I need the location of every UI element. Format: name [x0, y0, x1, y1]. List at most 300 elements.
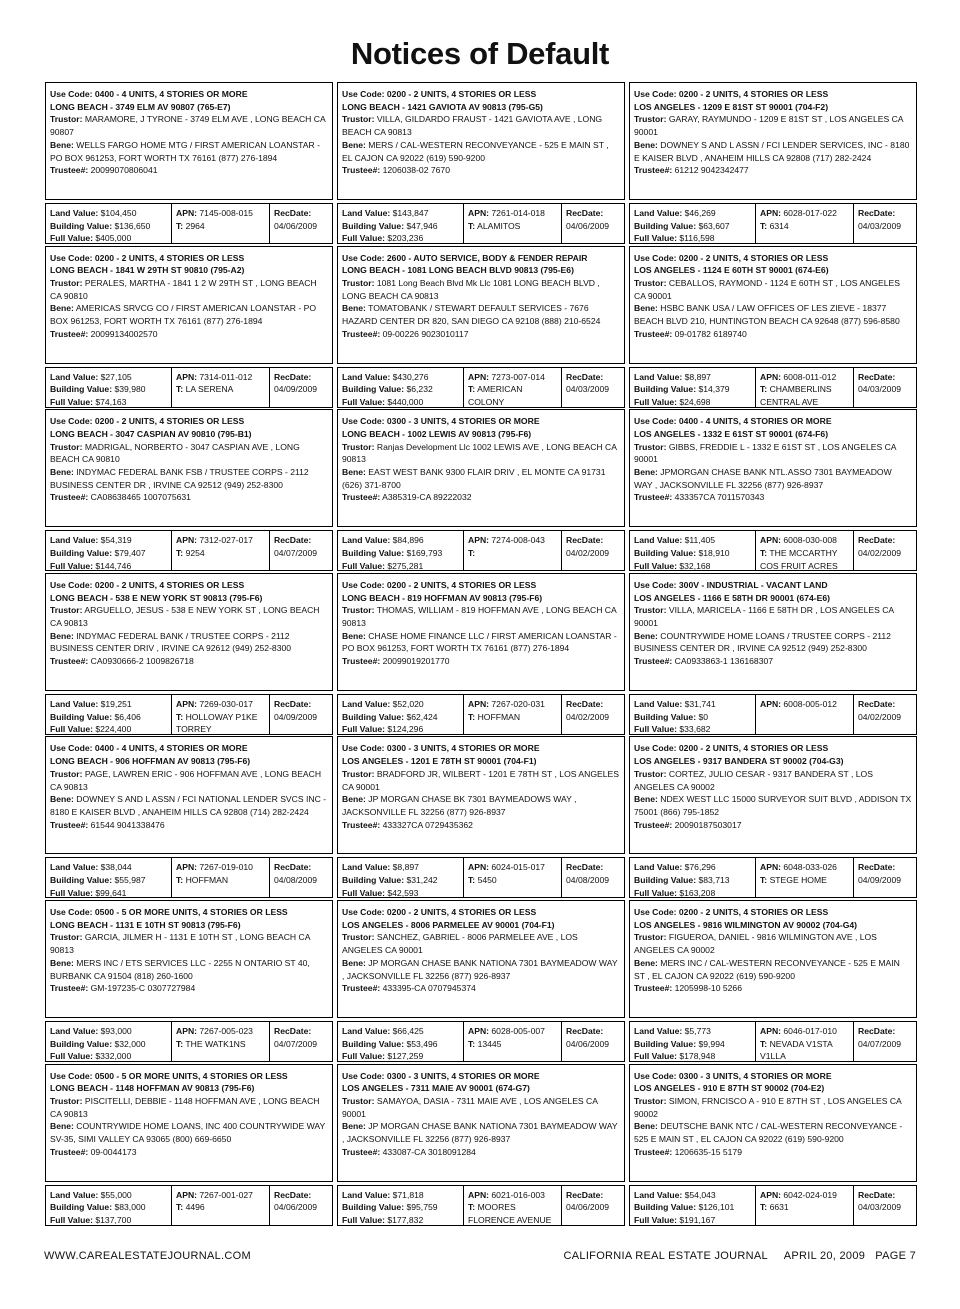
property-address: LONG BEACH - 906 HOFFMAN AV 90813 (795-F6): [50, 756, 251, 767]
beneficiary-label: Bene:: [634, 139, 658, 150]
tract-line: [468, 220, 558, 233]
trustor-line: [634, 113, 912, 138]
trustee-number-line: [50, 655, 328, 668]
use-code: Use Code: 0200 - 2 UNITS, 4 STORIES OR LESS: [50, 252, 245, 263]
use-code: Use Code: 0400 - 4 UNITS, 4 STORIES OR MORE: [50, 743, 248, 754]
trustor-line: [342, 604, 620, 629]
building-value-label: Building Value:: [50, 547, 113, 558]
valuation-row: [629, 203, 917, 244]
apn-label: APN:: [176, 1189, 198, 1200]
building-value-label: Building Value:: [50, 220, 113, 231]
trustor-value: GIBBS, FREDDIE L - 1332 E 61ST ST , LOS ANGELES CA 90001: [634, 441, 897, 465]
valuation-row: [337, 1021, 625, 1062]
building-value-line: [634, 711, 752, 724]
beneficiary-value: DOWNEY S AND L ASSN / FCI NATIONAL LENDER SVCS INC - 8180 E KAISER BLVD , ANAHEIM HILLS CA 92808 (714) 282-2424: [50, 794, 327, 817]
full-value-line: [634, 887, 752, 900]
full-value-value: $203,236: [387, 233, 424, 244]
building-value-line: [342, 383, 460, 396]
recdate-value: 04/07/2009: [858, 1038, 902, 1049]
beneficiary-line: [50, 957, 328, 982]
valuation-row: [337, 694, 625, 735]
beneficiary-label: Bene:: [50, 630, 74, 641]
full-value-line: [50, 887, 168, 900]
use-code: Use Code: 0400 - 4 UNITS, 4 STORIES OR MORE: [50, 89, 248, 99]
land-value-label: Land Value:: [50, 535, 99, 546]
building-value-value: $55,987: [114, 875, 146, 886]
trustor-value: THOMAS, WILLIAM - 819 HOFFMAN AVE , LONG BEACH CA 90813: [342, 605, 617, 628]
full-value-value: $440,000: [387, 397, 424, 407]
apn-line: [468, 371, 558, 384]
building-value-value: $53,496: [406, 1038, 438, 1049]
apn-value: 6008-030-008: [783, 535, 837, 546]
beneficiary-value: NDEX WEST LLC 15000 SURVEYOR SUIT BLVD , ADDISON TX 75001 (866) 795-1852: [634, 794, 912, 817]
building-value-label: Building Value:: [342, 1038, 405, 1049]
land-value-line: [50, 207, 168, 220]
full-value-value: $275,281: [387, 560, 424, 571]
trustor-value: PERALES, MARTHA - 1841 1 2 W 29TH ST , LONG BEACH CA 90810: [50, 278, 317, 301]
property-address: LONG BEACH - 1841 W 29TH ST 90810 (795-A2): [50, 265, 245, 276]
trustor-label: Trustor:: [634, 114, 667, 125]
full-value-label: Full Value:: [634, 1051, 677, 1062]
beneficiary-value: EAST WEST BANK 9300 FLAIR DRIV , EL MONTE CA 91731 (626) 371-8700: [342, 467, 606, 490]
tract-line: [176, 383, 266, 396]
record-date: [561, 695, 624, 734]
trustor-line: [342, 768, 620, 793]
tract-label: T:: [176, 1038, 184, 1049]
trustor-line: [342, 1095, 620, 1120]
recdate-label: RecDate:: [566, 1189, 604, 1200]
trustor-label: Trustor:: [50, 441, 83, 452]
valuation-values: [46, 695, 171, 734]
apn-value: 6024-015-017: [491, 862, 545, 873]
valuation-row: [629, 694, 917, 735]
record-date: [561, 858, 624, 897]
valuation-values: [338, 531, 463, 570]
tract-value: STEGE HOME: [769, 875, 827, 886]
trustor-line: [634, 441, 912, 466]
valuation-row: [337, 1185, 625, 1226]
building-value-label: Building Value:: [342, 1202, 405, 1213]
recdate-value: 04/02/2009: [858, 711, 902, 722]
use-code: Use Code: 0300 - 3 UNITS, 4 STORIES OR MORE: [634, 1070, 832, 1081]
property-address: LOS ANGELES - 910 E 87TH ST 90002 (704-E2): [634, 1083, 825, 1094]
land-value-line: [50, 1025, 168, 1038]
use-code: Use Code: 0300 - 3 UNITS, 4 STORIES OR MORE: [342, 1070, 540, 1081]
building-value-label: Building Value:: [50, 1038, 113, 1049]
footer-publication: [564, 1250, 916, 1262]
recdate-label: RecDate:: [858, 371, 896, 382]
tract-line: [760, 383, 850, 408]
apn-line: [760, 698, 850, 711]
apn-line: [468, 1025, 558, 1038]
notice-entry: [337, 736, 625, 854]
building-value-line: [634, 220, 752, 233]
tract-label: T:: [760, 1202, 768, 1213]
full-value-label: Full Value:: [634, 397, 677, 407]
trustee-number-label: Trustee#:: [50, 983, 89, 994]
land-value-value: $46,269: [684, 208, 716, 218]
trustee-number-label: Trustee#:: [50, 1146, 89, 1157]
recdate-label: RecDate:: [566, 208, 604, 218]
beneficiary-value: MERS INC / CAL-WESTERN RECONVEYANCE - 525 E MAIN ST , EL CAJON CA 92022 (619) 590-9200: [634, 957, 900, 981]
full-value-label: Full Value:: [634, 1215, 677, 1225]
beneficiary-value: JPMORGAN CHASE BANK NTL.ASSO 7301 BAYMEADOW WAY , JACKSONVILLE FL 32256 (877) 926-8937: [634, 467, 892, 490]
land-value-label: Land Value:: [342, 208, 391, 218]
land-value-line: [342, 1025, 460, 1038]
trustee-number-label: Trustee#:: [342, 165, 381, 176]
full-value-value: $332,000: [95, 1051, 132, 1062]
apn-label: APN:: [468, 535, 490, 546]
full-value-value: $191,167: [679, 1215, 716, 1225]
trustee-number-label: Trustee#:: [634, 1146, 673, 1157]
beneficiary-value: INDYMAC FEDERAL BANK / TRUSTEE CORPS - 2112 BUSINESS CENTER DRIV , IRVINE CA 92612 (949) 252-8300: [50, 630, 292, 654]
valuation-values: [46, 531, 171, 570]
trustor-line: [50, 1095, 328, 1120]
notice-entry: [337, 409, 625, 527]
record-date: [853, 1022, 916, 1061]
parcel-info: [755, 1186, 853, 1225]
recdate-label: RecDate:: [274, 208, 312, 218]
apn-label: APN:: [176, 371, 198, 382]
full-value-label: Full Value:: [50, 397, 93, 407]
apn-line: [760, 371, 850, 384]
beneficiary-label: Bene:: [342, 467, 366, 477]
recdate-value: 04/03/2009: [566, 384, 610, 395]
tract-line: [468, 711, 558, 724]
trustee-number-label: Trustee#:: [342, 819, 381, 830]
record-date: [853, 858, 916, 897]
apn-label: APN:: [760, 208, 782, 218]
building-value-label: Building Value:: [342, 547, 405, 558]
beneficiary-value: HSBC BANK USA / LAW OFFICES OF LES ZIEVE - 18377 BEACH BLVD 210, HUNTINGTON BEACH CA 92648 (877) 596-8580: [634, 303, 900, 327]
building-value-value: $18,910: [698, 547, 730, 558]
tract-value: HOLLOWAY P1KE TORREY: [176, 711, 258, 735]
footer-date: APRIL 20, 2009: [783, 1250, 866, 1262]
full-value-line: [50, 232, 168, 245]
tract-label: T:: [468, 384, 476, 395]
tract-value: HOFFMAN: [185, 875, 229, 886]
recdate-label: RecDate:: [274, 862, 312, 873]
trustee-number-value: 433087-CA 3018091284: [382, 1146, 476, 1157]
beneficiary-value: INDYMAC FEDERAL BANK FSB / TRUSTEE CORPS - 2112 BUSINESS CENTER DR , IRVINE CA 92512 (949) 252-8300: [50, 467, 309, 490]
apn-label: APN:: [468, 1189, 490, 1200]
trustee-number-label: Trustee#:: [634, 328, 673, 339]
building-value-value: $39,980: [114, 384, 146, 395]
beneficiary-value: MERS INC / ETS SERVICES LLC - 2255 N ONTARIO ST 40, BURBANK CA 91504 (818) 260-1600: [50, 957, 310, 981]
tract-label: T:: [176, 547, 184, 558]
trustor-line: [50, 277, 328, 302]
apn-value: 7273-007-014: [491, 371, 545, 382]
beneficiary-label: Bene:: [634, 957, 658, 968]
land-value-line: [342, 371, 460, 384]
trustor-line: [634, 604, 912, 629]
trustee-number-label: Trustee#:: [634, 165, 673, 176]
valuation-row: [629, 857, 917, 898]
trustee-number-value: 20099070806041: [90, 165, 158, 176]
valuation-values: [338, 858, 463, 897]
trustee-number-value: CA0930666-2 1009826718: [90, 656, 194, 667]
recdate-value: 04/06/2009: [274, 1202, 318, 1213]
building-value-label: Building Value:: [342, 220, 405, 231]
beneficiary-label: Bene:: [342, 794, 366, 805]
trustee-number-label: Trustee#:: [342, 983, 381, 994]
beneficiary-value: WELLS FARGO HOME MTG / FIRST AMERICAN LOANSTAR - PO BOX 961253, FORT WORTH TX 76161 (877) 276-1894: [50, 139, 320, 163]
beneficiary-label: Bene:: [342, 1121, 366, 1132]
valuation-values: [338, 695, 463, 734]
land-value-value: $11,405: [684, 535, 716, 546]
parcel-info: [171, 204, 269, 243]
trustor-value: VILLA, MARICELA - 1166 E 58TH DR , LOS ANGELES CA 90001: [634, 605, 894, 628]
trustee-number-label: Trustee#:: [50, 819, 89, 830]
trustor-label: Trustor:: [342, 114, 375, 125]
full-value-label: Full Value:: [342, 397, 385, 407]
valuation-values: [46, 1022, 171, 1061]
tract-label: T:: [760, 384, 768, 395]
full-value-value: $137,700: [95, 1215, 132, 1225]
recdate-value: 04/07/2009: [274, 1038, 318, 1049]
recdate-value: 04/06/2009: [566, 1202, 610, 1213]
trustor-line: [342, 113, 620, 138]
tract-value: 9254: [185, 547, 205, 558]
tract-line: [176, 220, 266, 233]
footer-website: WWW.CAREALESTATEJOURNAL.COM: [44, 1250, 251, 1262]
building-value-label: Building Value:: [342, 711, 405, 722]
full-value-label: Full Value:: [634, 887, 677, 898]
tract-value: CHAMBERLINS CENTRAL AVE: [760, 384, 832, 407]
full-value-line: [634, 723, 752, 736]
building-value-line: [50, 547, 168, 560]
recdate-value: 04/06/2009: [566, 220, 610, 231]
land-value-line: [342, 1189, 460, 1202]
tract-label: T:: [468, 1202, 476, 1213]
record-date: [269, 368, 332, 407]
trustor-value: BRADFORD JR, WILBERT - 1201 E 78TH ST , LOS ANGELES CA 90001: [342, 768, 619, 792]
beneficiary-label: Bene:: [50, 1121, 74, 1132]
beneficiary-label: Bene:: [342, 957, 366, 968]
property-address: LONG BEACH - 819 HOFFMAN AV 90813 (795-F6): [342, 592, 543, 603]
trustor-value: SANCHEZ, GABRIEL - 8006 PARMELEE AVE , LOS ANGELES CA 90001: [342, 932, 578, 956]
full-value-line: [634, 1214, 752, 1227]
building-value-label: Building Value:: [634, 220, 697, 231]
full-value-value: $127,259: [387, 1051, 424, 1062]
trustee-number-line: [342, 328, 620, 341]
land-value-line: [634, 1025, 752, 1038]
land-value-line: [634, 1189, 752, 1202]
trustor-label: Trustor:: [342, 768, 375, 779]
full-value-label: Full Value:: [342, 887, 385, 898]
trustor-value: GARAY, RAYMUNDO - 1209 E 81ST ST , LOS ANGELES CA 90001: [634, 114, 904, 138]
building-value-label: Building Value:: [634, 1038, 697, 1049]
full-value-line: [342, 396, 460, 409]
building-value-label: Building Value:: [342, 384, 405, 395]
tract-line: [468, 874, 558, 887]
trustee-number-value: 20099134002570: [90, 328, 158, 339]
valuation-row: [45, 530, 333, 571]
apn-line: [176, 1025, 266, 1038]
land-value-line: [634, 207, 752, 220]
building-value-label: Building Value:: [634, 1202, 697, 1213]
building-value-value: $0: [698, 711, 709, 722]
land-value-value: $54,043: [684, 1189, 716, 1200]
tract-label: T:: [760, 1038, 768, 1049]
land-value-label: Land Value:: [342, 698, 391, 709]
valuation-row: [45, 1185, 333, 1226]
trustee-number-line: [634, 328, 912, 341]
trustee-number-line: [50, 1146, 328, 1159]
land-value-label: Land Value:: [50, 862, 99, 873]
beneficiary-line: [634, 1120, 912, 1145]
tract-line: [176, 711, 266, 736]
trustee-number-line: [342, 164, 620, 177]
trustor-value: ARGUELLO, JESUS - 538 E NEW YORK ST , LONG BEACH CA 90813: [50, 605, 320, 628]
property-address: LOS ANGELES - 9317 BANDERA ST 90002 (704-G3): [634, 756, 844, 767]
trustee-number-label: Trustee#:: [342, 1146, 381, 1157]
valuation-row: [45, 857, 333, 898]
full-value-line: [634, 232, 752, 245]
land-value-label: Land Value:: [342, 535, 391, 546]
tract-line: [760, 1201, 850, 1214]
full-value-line: [634, 560, 752, 573]
land-value-line: [634, 861, 752, 874]
beneficiary-line: [342, 793, 620, 818]
tract-line: [760, 874, 850, 887]
use-code: Use Code: 0200 - 2 UNITS, 4 STORIES OR LESS: [342, 907, 537, 917]
notice-entry: [45, 82, 333, 200]
valuation-values: [630, 531, 755, 570]
recdate-value: 04/03/2009: [858, 1202, 902, 1213]
trustee-number-value: A385319-CA 89222032: [382, 492, 472, 503]
apn-line: [468, 698, 558, 711]
full-value-line: [50, 396, 168, 409]
beneficiary-label: Bene:: [342, 303, 366, 314]
trustor-label: Trustor:: [634, 278, 667, 288]
beneficiary-label: Bene:: [50, 139, 74, 150]
trustee-number-value: 20099019201770: [382, 656, 450, 667]
building-value-label: Building Value:: [634, 711, 697, 722]
record-date: [561, 368, 624, 407]
property-address: LONG BEACH - 1421 GAVIOTA AV 90813 (795-G5): [342, 101, 543, 112]
tract-value: 4496: [185, 1202, 205, 1213]
trustee-number-line: [342, 819, 620, 832]
recdate-label: RecDate:: [858, 862, 896, 873]
tract-value: ALAMITOS: [477, 220, 521, 231]
land-value-label: Land Value:: [50, 1026, 99, 1036]
trustor-value: SAMAYOA, DASIA - 7311 MAIE AVE , LOS ANGELES CA 90001: [342, 1096, 598, 1119]
property-address: LONG BEACH - 3047 CASPIAN AV 90810 (795-B1): [50, 428, 252, 439]
record-date: [269, 531, 332, 570]
valuation-values: [630, 1186, 755, 1225]
full-value-label: Full Value:: [634, 560, 677, 571]
record-date: [853, 531, 916, 570]
property-address: LONG BEACH - 3749 ELM AV 90807 (765-E7): [50, 101, 231, 112]
trustor-value: Ranjas Development Llc 1002 LEWIS AVE , LONG BEACH CA 90813: [342, 441, 617, 465]
tract-value: LA SERENA: [185, 384, 234, 395]
trustor-line: [50, 931, 328, 956]
building-value-line: [50, 711, 168, 724]
valuation-row: [337, 857, 625, 898]
apn-value: 7261-014-018: [491, 208, 545, 218]
tract-value: MOORES FLORENCE AVENUE: [468, 1202, 552, 1225]
use-code: Use Code: 0200 - 2 UNITS, 4 STORIES OR LESS: [634, 89, 829, 99]
notice-entry: [45, 409, 333, 527]
recdate-label: RecDate:: [858, 208, 896, 218]
apn-label: APN:: [176, 535, 198, 546]
recdate-value: 04/02/2009: [566, 711, 610, 722]
trustor-label: Trustor:: [634, 605, 667, 616]
tract-value: AMERICAN COLONY: [468, 384, 523, 407]
full-value-label: Full Value:: [50, 560, 93, 571]
land-value-line: [342, 698, 460, 711]
land-value-line: [634, 698, 752, 711]
beneficiary-line: [634, 793, 912, 818]
apn-value: 7145-008-015: [199, 208, 253, 218]
building-value-line: [342, 711, 460, 724]
trustor-label: Trustor:: [50, 605, 83, 616]
recdate-value: 04/07/2009: [274, 547, 318, 558]
land-value-value: $52,020: [392, 698, 424, 709]
valuation-row: [629, 1185, 917, 1226]
trustee-number-value: 1206038-02 7670: [382, 165, 450, 176]
apn-line: [760, 1189, 850, 1202]
trustor-line: [50, 441, 328, 466]
use-code: Use Code: 0500 - 5 OR MORE UNITS, 4 STORIES OR LESS: [50, 907, 288, 917]
full-value-line: [342, 887, 460, 900]
record-date: [853, 1186, 916, 1225]
full-value-label: Full Value:: [50, 1051, 93, 1062]
notice-entry: [629, 246, 917, 364]
valuation-values: [630, 204, 755, 243]
parcel-info: [171, 858, 269, 897]
land-value-line: [50, 698, 168, 711]
building-value-line: [50, 1038, 168, 1051]
land-value-value: $19,251: [100, 698, 132, 709]
trustor-line: [342, 441, 620, 466]
apn-line: [176, 1189, 266, 1202]
trustor-value: MADRIGAL, NORBERTO - 3047 CASPIAN AVE , LONG BEACH CA 90810: [50, 441, 300, 465]
apn-label: APN:: [760, 371, 782, 382]
building-value-line: [634, 874, 752, 887]
building-value-line: [50, 220, 168, 233]
trustee-number-line: [50, 982, 328, 995]
trustee-number-line: [634, 982, 912, 995]
land-value-line: [342, 861, 460, 874]
notice-entry: [45, 736, 333, 854]
trustor-label: Trustor:: [634, 1096, 667, 1106]
building-value-value: $79,407: [114, 547, 146, 558]
trustee-number-label: Trustee#:: [342, 492, 381, 503]
notice-entry: [629, 900, 917, 1018]
apn-line: [468, 1189, 558, 1202]
trustee-number-line: [50, 819, 328, 832]
trustor-label: Trustor:: [634, 768, 667, 779]
trustee-number-line: [634, 491, 912, 504]
trustee-number-line: [634, 819, 912, 832]
recdate-value: 04/09/2009: [274, 384, 318, 395]
tract-value: THE MCCARTHY COS FRUIT ACRES: [760, 547, 838, 571]
apn-line: [176, 534, 266, 547]
trustee-number-value: 09-00226 9023010117: [382, 328, 469, 339]
recdate-label: RecDate:: [566, 862, 604, 873]
full-value-label: Full Value:: [342, 1051, 385, 1062]
property-address: LONG BEACH - 1081 LONG BEACH BLVD 90813 (795-E6): [342, 265, 574, 276]
recdate-label: RecDate:: [858, 535, 896, 546]
beneficiary-line: [634, 466, 912, 491]
beneficiary-line: [342, 1120, 620, 1145]
land-value-value: $84,896: [392, 535, 424, 546]
apn-value: 6028-005-007: [491, 1026, 545, 1036]
apn-value: 6046-017-010: [783, 1026, 837, 1036]
full-value-value: $178,948: [679, 1051, 716, 1062]
